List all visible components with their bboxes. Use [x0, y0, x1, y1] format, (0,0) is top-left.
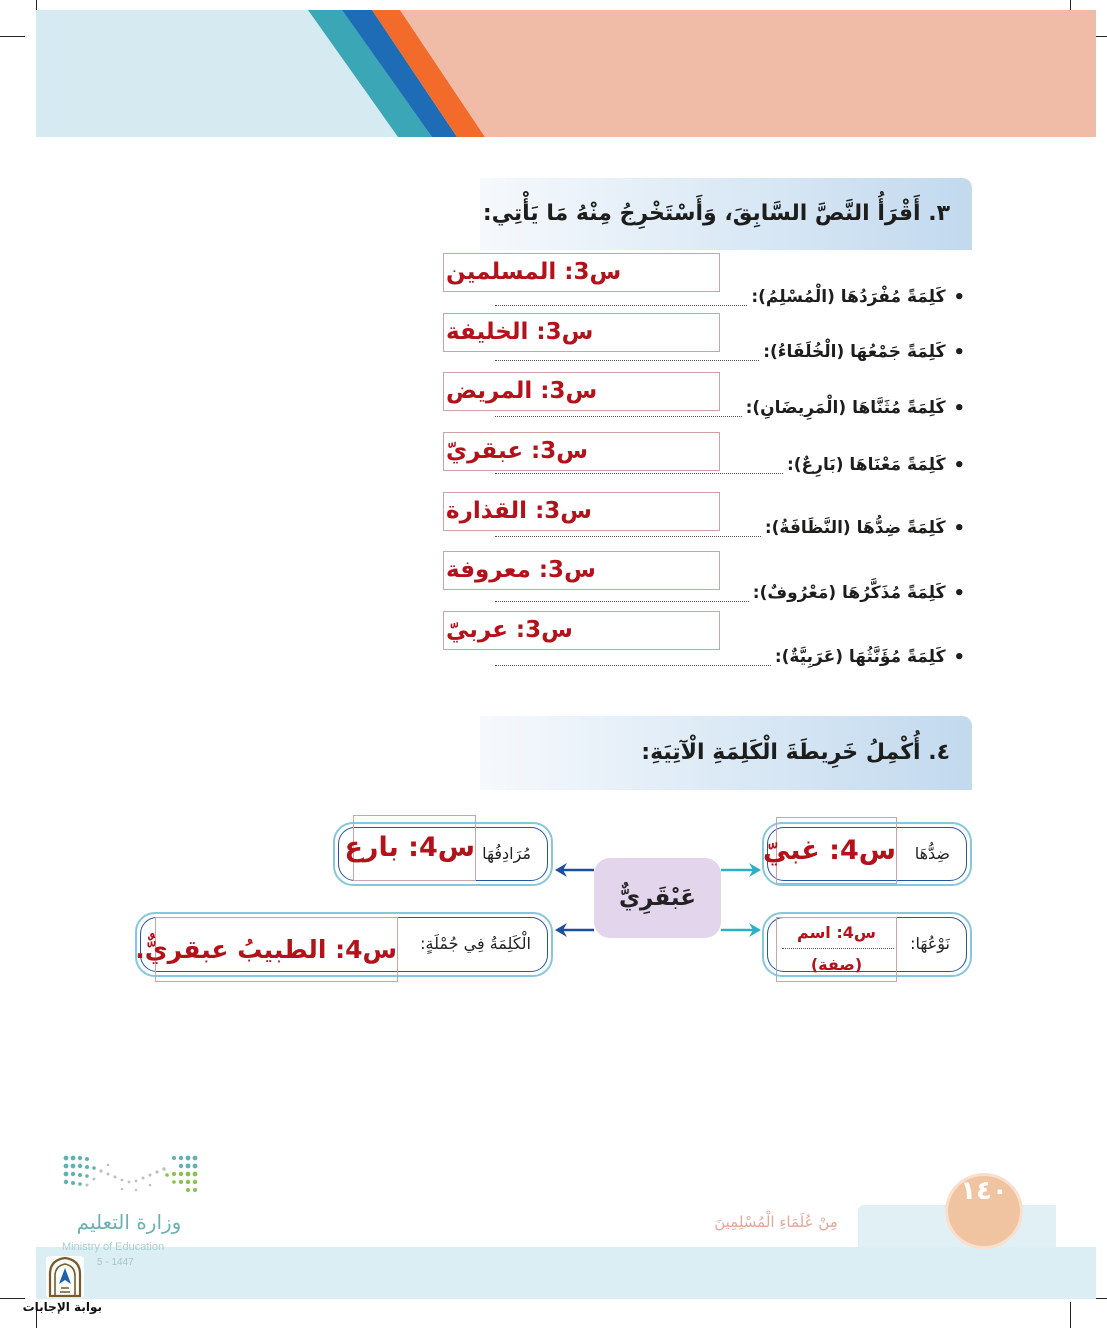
- item-prompt: كَلِمَةً مُذَكَّرُهَا (مَعْرُوفٌ):: [752, 583, 946, 603]
- antonym-label: ضِدُّهَا: [914, 844, 950, 863]
- answer-box: س3: عربيّ: [443, 611, 720, 650]
- crop-mark-bottom-right-v: [1070, 1302, 1071, 1328]
- answer-box: س3: معروفة: [443, 551, 720, 590]
- word-type-label: نَوْعُهَا:: [910, 934, 950, 953]
- antonym-answer: س4: غبيّ: [776, 817, 897, 884]
- dotted-answer-line: [495, 293, 747, 306]
- center-word-box: عَبْقَرِيٌّ: [594, 858, 721, 938]
- answers-portal-label: بوابة الإجابات: [22, 1300, 102, 1314]
- item-prompt: كَلِمَةً مُفْرَدُهَا (الْمُسْلِمُ):: [751, 287, 946, 307]
- answer-box: س3: المسلمين: [443, 253, 720, 292]
- item-prompt: كَلِمَةً مُثَنَّاهَا (الْمَرِيضَانِ):: [745, 398, 946, 418]
- answers-portal-logo-icon: [44, 1254, 86, 1300]
- word-type-answer-note: (صفة): [810, 955, 863, 974]
- arrow-right-top-icon: [721, 863, 761, 877]
- answer-box: س3: عبقريّ: [443, 432, 720, 471]
- ministry-logo-dots-icon: [62, 1153, 198, 1197]
- page-number: ١٤٠: [948, 1176, 1020, 1246]
- answer-box: س3: الخليفة: [443, 313, 720, 352]
- synonym-label: مُرَادِفُهَا: [482, 844, 531, 863]
- header-banner: [36, 10, 1096, 137]
- bullet-icon: •: [953, 286, 965, 308]
- bullet-icon: •: [953, 397, 965, 419]
- bullet-icon: •: [953, 646, 965, 668]
- ministry-name-english: Ministry of Education: [62, 1241, 165, 1253]
- item-prompt: كَلِمَةً ضِدُّهَا (النَّظَافَةُ):: [764, 518, 946, 538]
- bullet-icon: •: [953, 582, 965, 604]
- item-prompt: كَلِمَةً جَمْعُهَا (الْخُلَفَاءُ):: [763, 342, 946, 362]
- footer-band: [36, 1247, 1096, 1299]
- synonym-answer: س4: بارع: [353, 815, 476, 881]
- crop-mark-bottom-left-h: [0, 1298, 25, 1299]
- bullet-icon: •: [953, 341, 965, 363]
- bullet-icon: •: [953, 517, 965, 539]
- dotted-answer-line: [495, 653, 771, 666]
- sentence-answer: س4: الطبيبُ عبقريٌّ.: [155, 917, 398, 982]
- section-3-heading: ٣. أَقْرَأُ النَّصَّ السَّابِقَ، وَأَسْتَخْرِجُ مِنْهُ مَا يَأْتِي:: [480, 178, 972, 250]
- sentence-label: الْكَلِمَةُ فِي جُمْلَةٍ:: [420, 934, 531, 953]
- ministry-name-arabic: وزارة التعليم: [76, 1210, 182, 1234]
- arrow-right-bottom-icon: [721, 923, 761, 937]
- dotted-answer-line: [495, 589, 749, 602]
- arrow-left-bottom-icon: [555, 923, 594, 937]
- crop-mark-top-left-h: [0, 36, 25, 37]
- banner-salmon-panel: [400, 10, 1096, 137]
- unit-title: مِنْ عُلَمَاءِ الْمُسْلِمِينَ: [714, 1213, 838, 1231]
- answer-box: س3: القذارة: [443, 492, 720, 531]
- arrow-left-top-icon: [555, 863, 594, 877]
- word-type-answer-line: س4: اسم: [797, 923, 876, 942]
- ministry-year: 5 - 1447: [97, 1257, 134, 1268]
- bullet-icon: •: [953, 454, 965, 476]
- item-prompt: كَلِمَةً مُؤَنَّثُهَا (عَرَبِيَّةٌ):: [774, 647, 946, 667]
- answer-box: س3: المريض: [443, 372, 720, 411]
- word-type-answer: [776, 917, 897, 982]
- section-4-heading: ٤. أُكْمِلُ خَرِيطَةَ الْكَلِمَةِ الْآتِيَةِ:: [480, 716, 972, 790]
- item-prompt: كَلِمَةً مَعْنَاهَا (بَارِعٌ):: [786, 455, 946, 475]
